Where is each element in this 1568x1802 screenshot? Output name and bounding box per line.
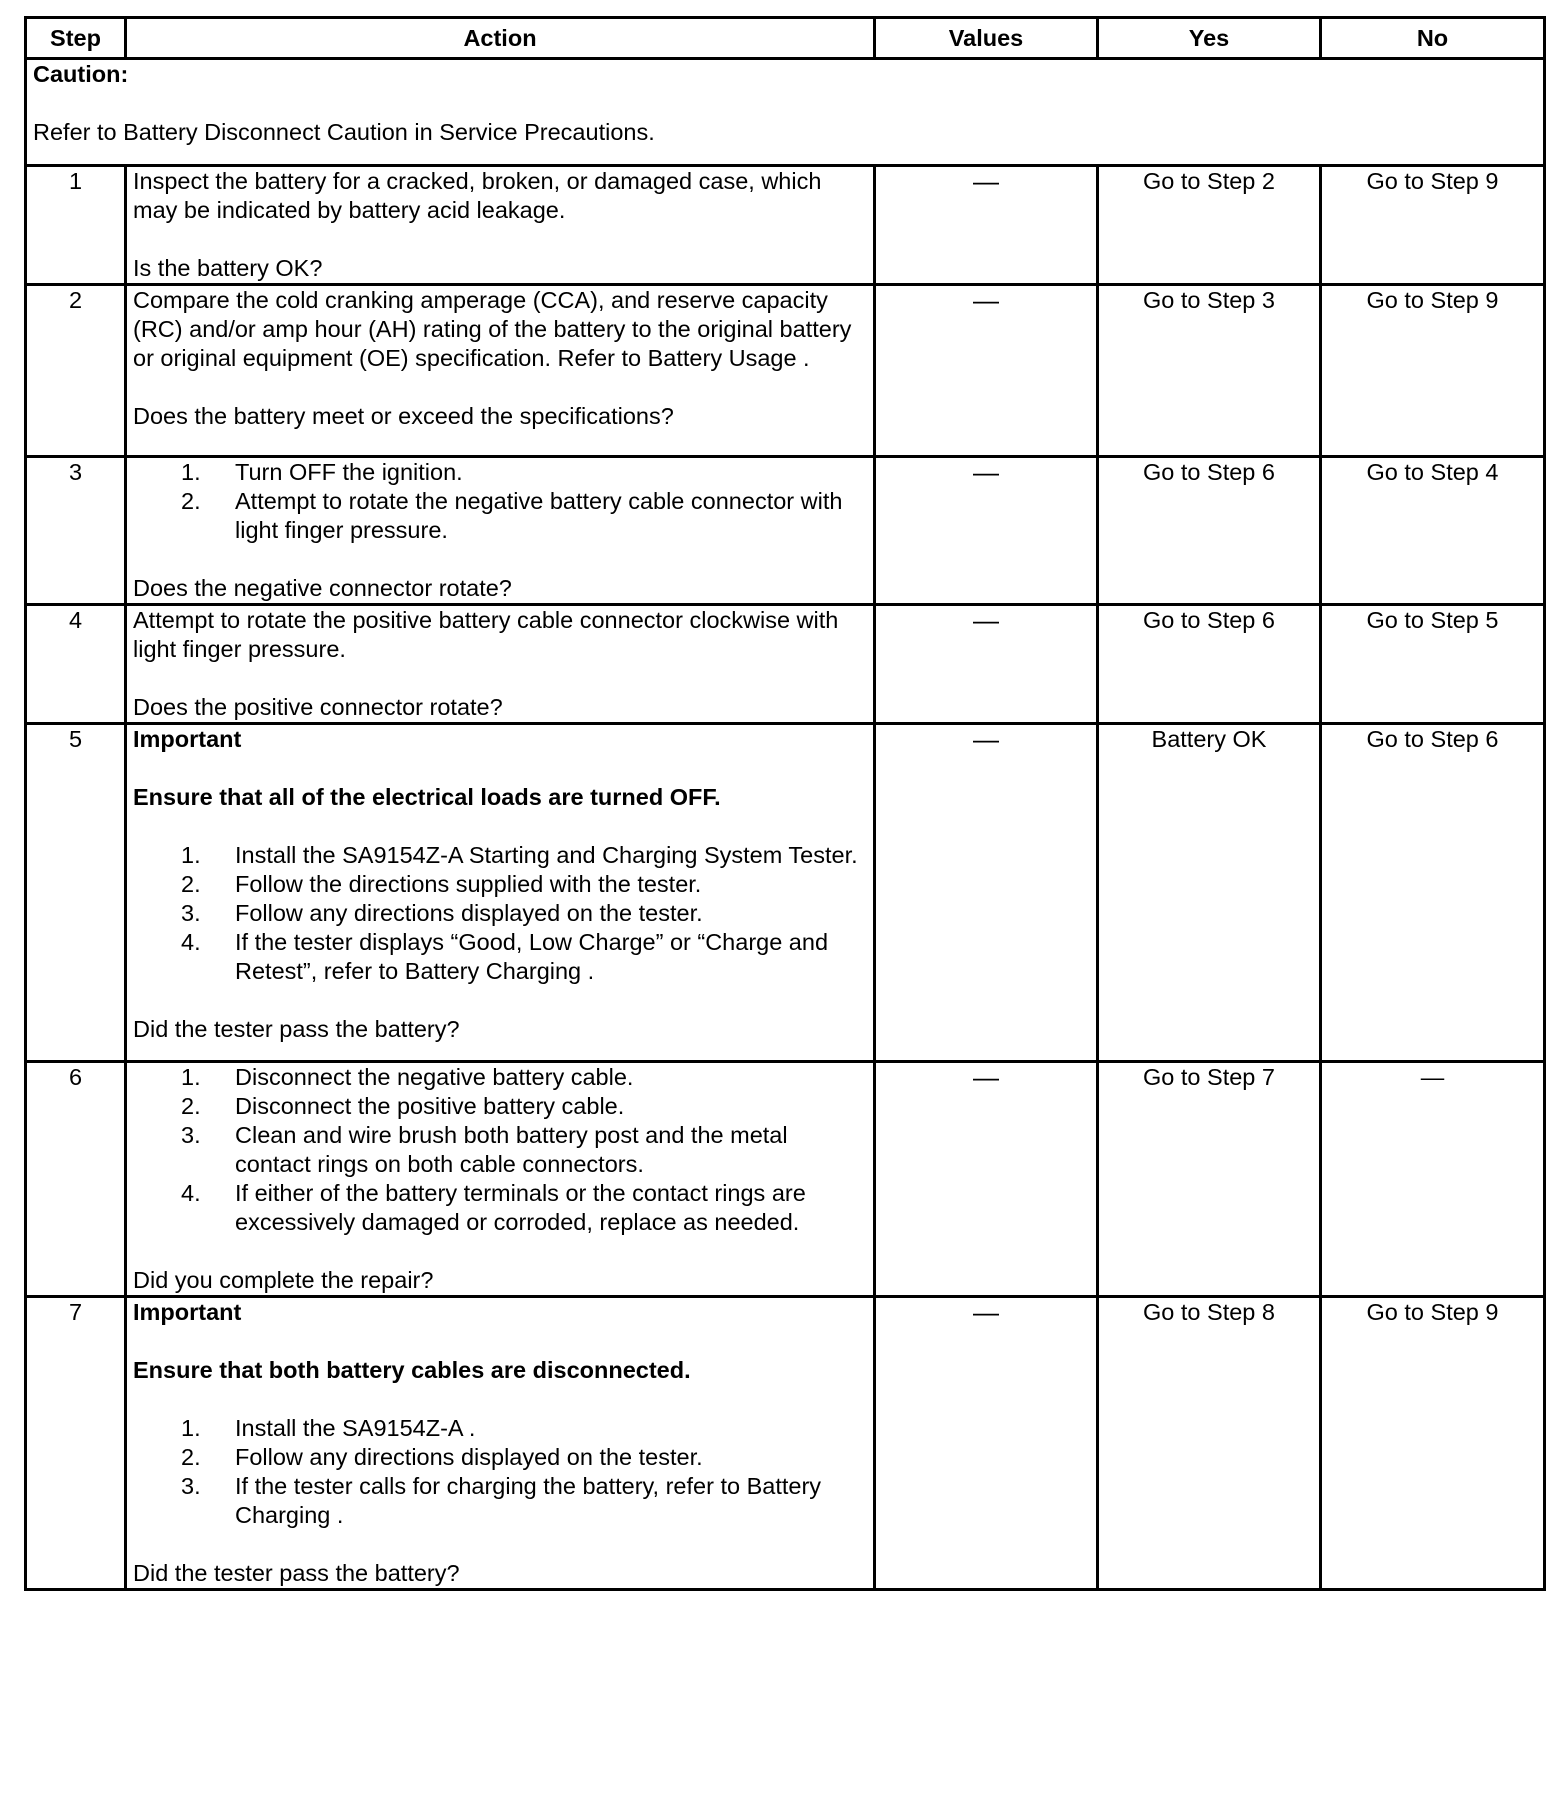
action-question: Did you complete the repair?: [133, 1267, 434, 1293]
list-item: [181, 458, 867, 487]
values-cell: —: [875, 457, 1098, 605]
action-cell: [126, 1062, 875, 1297]
step-number: 6: [26, 1062, 126, 1297]
action-content: [133, 167, 867, 283]
list-item-text: If the tester calls for charging the battery, refer to Battery Charging .: [235, 1473, 822, 1528]
list-item: [181, 1092, 867, 1121]
yes-result: Go to Step 6: [1098, 605, 1321, 724]
header-yes: Yes: [1098, 18, 1321, 59]
list-item: [181, 1443, 867, 1472]
list-item: [181, 1179, 867, 1237]
action-cell: [126, 166, 875, 285]
list-item-text: Turn OFF the ignition.: [235, 459, 463, 485]
list-item-number: 1.: [181, 1415, 201, 1441]
action-steps-list: [133, 1063, 867, 1237]
action-cell: [126, 457, 875, 605]
caution-text: Refer to Battery Disconnect Caution in Service Precautions.: [33, 119, 655, 145]
action-steps-list: [133, 841, 867, 986]
step-number: 3: [26, 457, 126, 605]
step-row: [26, 1297, 1545, 1590]
step-row: [26, 285, 1545, 457]
step-row: [26, 457, 1545, 605]
values-cell: —: [875, 285, 1098, 457]
action-cell: [126, 724, 875, 1062]
list-item-text: If either of the battery terminals or the contact rings are excessively damaged or corroded, replace as needed.: [235, 1180, 806, 1235]
step-row: [26, 724, 1545, 1062]
important-text: Ensure that both battery cables are disconnected.: [133, 1357, 691, 1383]
caution-row: [26, 59, 1545, 166]
important-label: Important: [133, 726, 242, 752]
list-item-number: 2.: [181, 1444, 201, 1470]
action-question: Did the tester pass the battery?: [133, 1560, 460, 1586]
yes-result: Battery OK: [1098, 724, 1321, 1062]
list-item: [181, 1121, 867, 1179]
list-item-text: Clean and wire brush both battery post and the metal contact rings on both cable connectors.: [235, 1122, 788, 1177]
header-row: [26, 18, 1545, 59]
action-content: [133, 1063, 867, 1295]
action-steps-list: [133, 458, 867, 545]
list-item-number: 3.: [181, 900, 201, 926]
header-step: Step: [26, 18, 126, 59]
list-item: [181, 841, 867, 870]
step-number: 2: [26, 285, 126, 457]
list-item-number: 1.: [181, 842, 201, 868]
values-cell: —: [875, 1297, 1098, 1590]
list-item-text: Follow any directions displayed on the tester.: [235, 900, 703, 926]
list-item-number: 4.: [181, 1180, 201, 1206]
caution-cell: [26, 59, 1545, 166]
values-cell: —: [875, 166, 1098, 285]
no-result: —: [1321, 1062, 1545, 1297]
no-result: Go to Step 9: [1321, 1297, 1545, 1590]
important-label: Important: [133, 1299, 242, 1325]
step-row: [26, 166, 1545, 285]
no-result: Go to Step 4: [1321, 457, 1545, 605]
values-cell: —: [875, 1062, 1098, 1297]
list-item: [181, 1472, 867, 1530]
action-content: [133, 286, 867, 431]
list-item-text: Disconnect the positive battery cable.: [235, 1093, 625, 1119]
action-cell: [126, 1297, 875, 1590]
list-item-number: 3.: [181, 1473, 201, 1499]
action-intro: Inspect the battery for a cracked, broken, or damaged case, which may be indicated by battery acid leakage.: [133, 168, 822, 223]
action-body: [133, 606, 867, 664]
caution-title: Caution:: [33, 61, 129, 87]
action-intro: Compare the cold cranking amperage (CCA), and reserve capacity (RC) and/or amp hour (AH) rating of the battery to the original battery or original equipment (OE) specification. Refer to Battery Usage .: [133, 287, 852, 371]
list-item-number: 1.: [181, 1064, 201, 1090]
action-question: Does the negative connector rotate?: [133, 575, 512, 601]
action-question: Is the battery OK?: [133, 255, 323, 281]
list-item-number: 2.: [181, 1093, 201, 1119]
header-values: Values: [875, 18, 1098, 59]
list-item-text: Disconnect the negative battery cable.: [235, 1064, 634, 1090]
list-item: [181, 870, 867, 899]
list-item-number: 2.: [181, 488, 201, 514]
step-number: 5: [26, 724, 126, 1062]
values-cell: —: [875, 605, 1098, 724]
action-content: [133, 1298, 867, 1588]
list-item-text: Install the SA9154Z-A .: [235, 1415, 476, 1441]
list-item: [181, 1414, 867, 1443]
yes-result: Go to Step 3: [1098, 285, 1321, 457]
values-cell: —: [875, 724, 1098, 1062]
action-cell: [126, 285, 875, 457]
step-row: [26, 605, 1545, 724]
no-result: Go to Step 9: [1321, 285, 1545, 457]
list-item: [181, 1063, 867, 1092]
no-result: Go to Step 6: [1321, 724, 1545, 1062]
step-number: 7: [26, 1297, 126, 1590]
diagnostic-table: [24, 16, 1546, 1591]
action-question: Does the battery meet or exceed the specifications?: [133, 403, 674, 429]
no-result: Go to Step 5: [1321, 605, 1545, 724]
list-item-number: 4.: [181, 929, 201, 955]
action-body: [133, 167, 867, 225]
step-number: 1: [26, 166, 126, 285]
action-intro: Attempt to rotate the positive battery cable connector clockwise with light finger pressure.: [133, 607, 839, 662]
list-item-text: If the tester displays “Good, Low Charge” or “Charge and Retest”, refer to Battery Charging .: [235, 929, 829, 984]
step-row: [26, 1062, 1545, 1297]
yes-result: Go to Step 7: [1098, 1062, 1321, 1297]
step-number: 4: [26, 605, 126, 724]
action-body: [133, 1298, 867, 1530]
action-steps-list: [133, 1414, 867, 1530]
yes-result: Go to Step 8: [1098, 1297, 1321, 1590]
list-item-text: Install the SA9154Z-A Starting and Charging System Tester.: [235, 842, 858, 868]
header-no: No: [1321, 18, 1545, 59]
action-body: [133, 458, 867, 545]
action-content: [133, 606, 867, 722]
list-item-text: Attempt to rotate the negative battery cable connector with light finger pressure.: [235, 488, 843, 543]
action-body: [133, 1063, 867, 1237]
list-item-number: 1.: [181, 459, 201, 485]
list-item: [181, 928, 867, 986]
action-content: [133, 458, 867, 603]
list-item-text: Follow the directions supplied with the tester.: [235, 871, 702, 897]
action-content: [133, 725, 867, 1044]
list-item-text: Follow any directions displayed on the tester.: [235, 1444, 703, 1470]
action-question: Did the tester pass the battery?: [133, 1016, 460, 1042]
important-text: Ensure that all of the electrical loads are turned OFF.: [133, 784, 721, 810]
no-result: Go to Step 9: [1321, 166, 1545, 285]
action-body: [133, 725, 867, 986]
header-action: Action: [126, 18, 875, 59]
action-cell: [126, 605, 875, 724]
list-item: [181, 487, 867, 545]
list-item-number: 2.: [181, 871, 201, 897]
yes-result: Go to Step 6: [1098, 457, 1321, 605]
action-question: Does the positive connector rotate?: [133, 694, 503, 720]
action-body: [133, 286, 867, 373]
yes-result: Go to Step 2: [1098, 166, 1321, 285]
list-item: [181, 899, 867, 928]
list-item-number: 3.: [181, 1122, 201, 1148]
